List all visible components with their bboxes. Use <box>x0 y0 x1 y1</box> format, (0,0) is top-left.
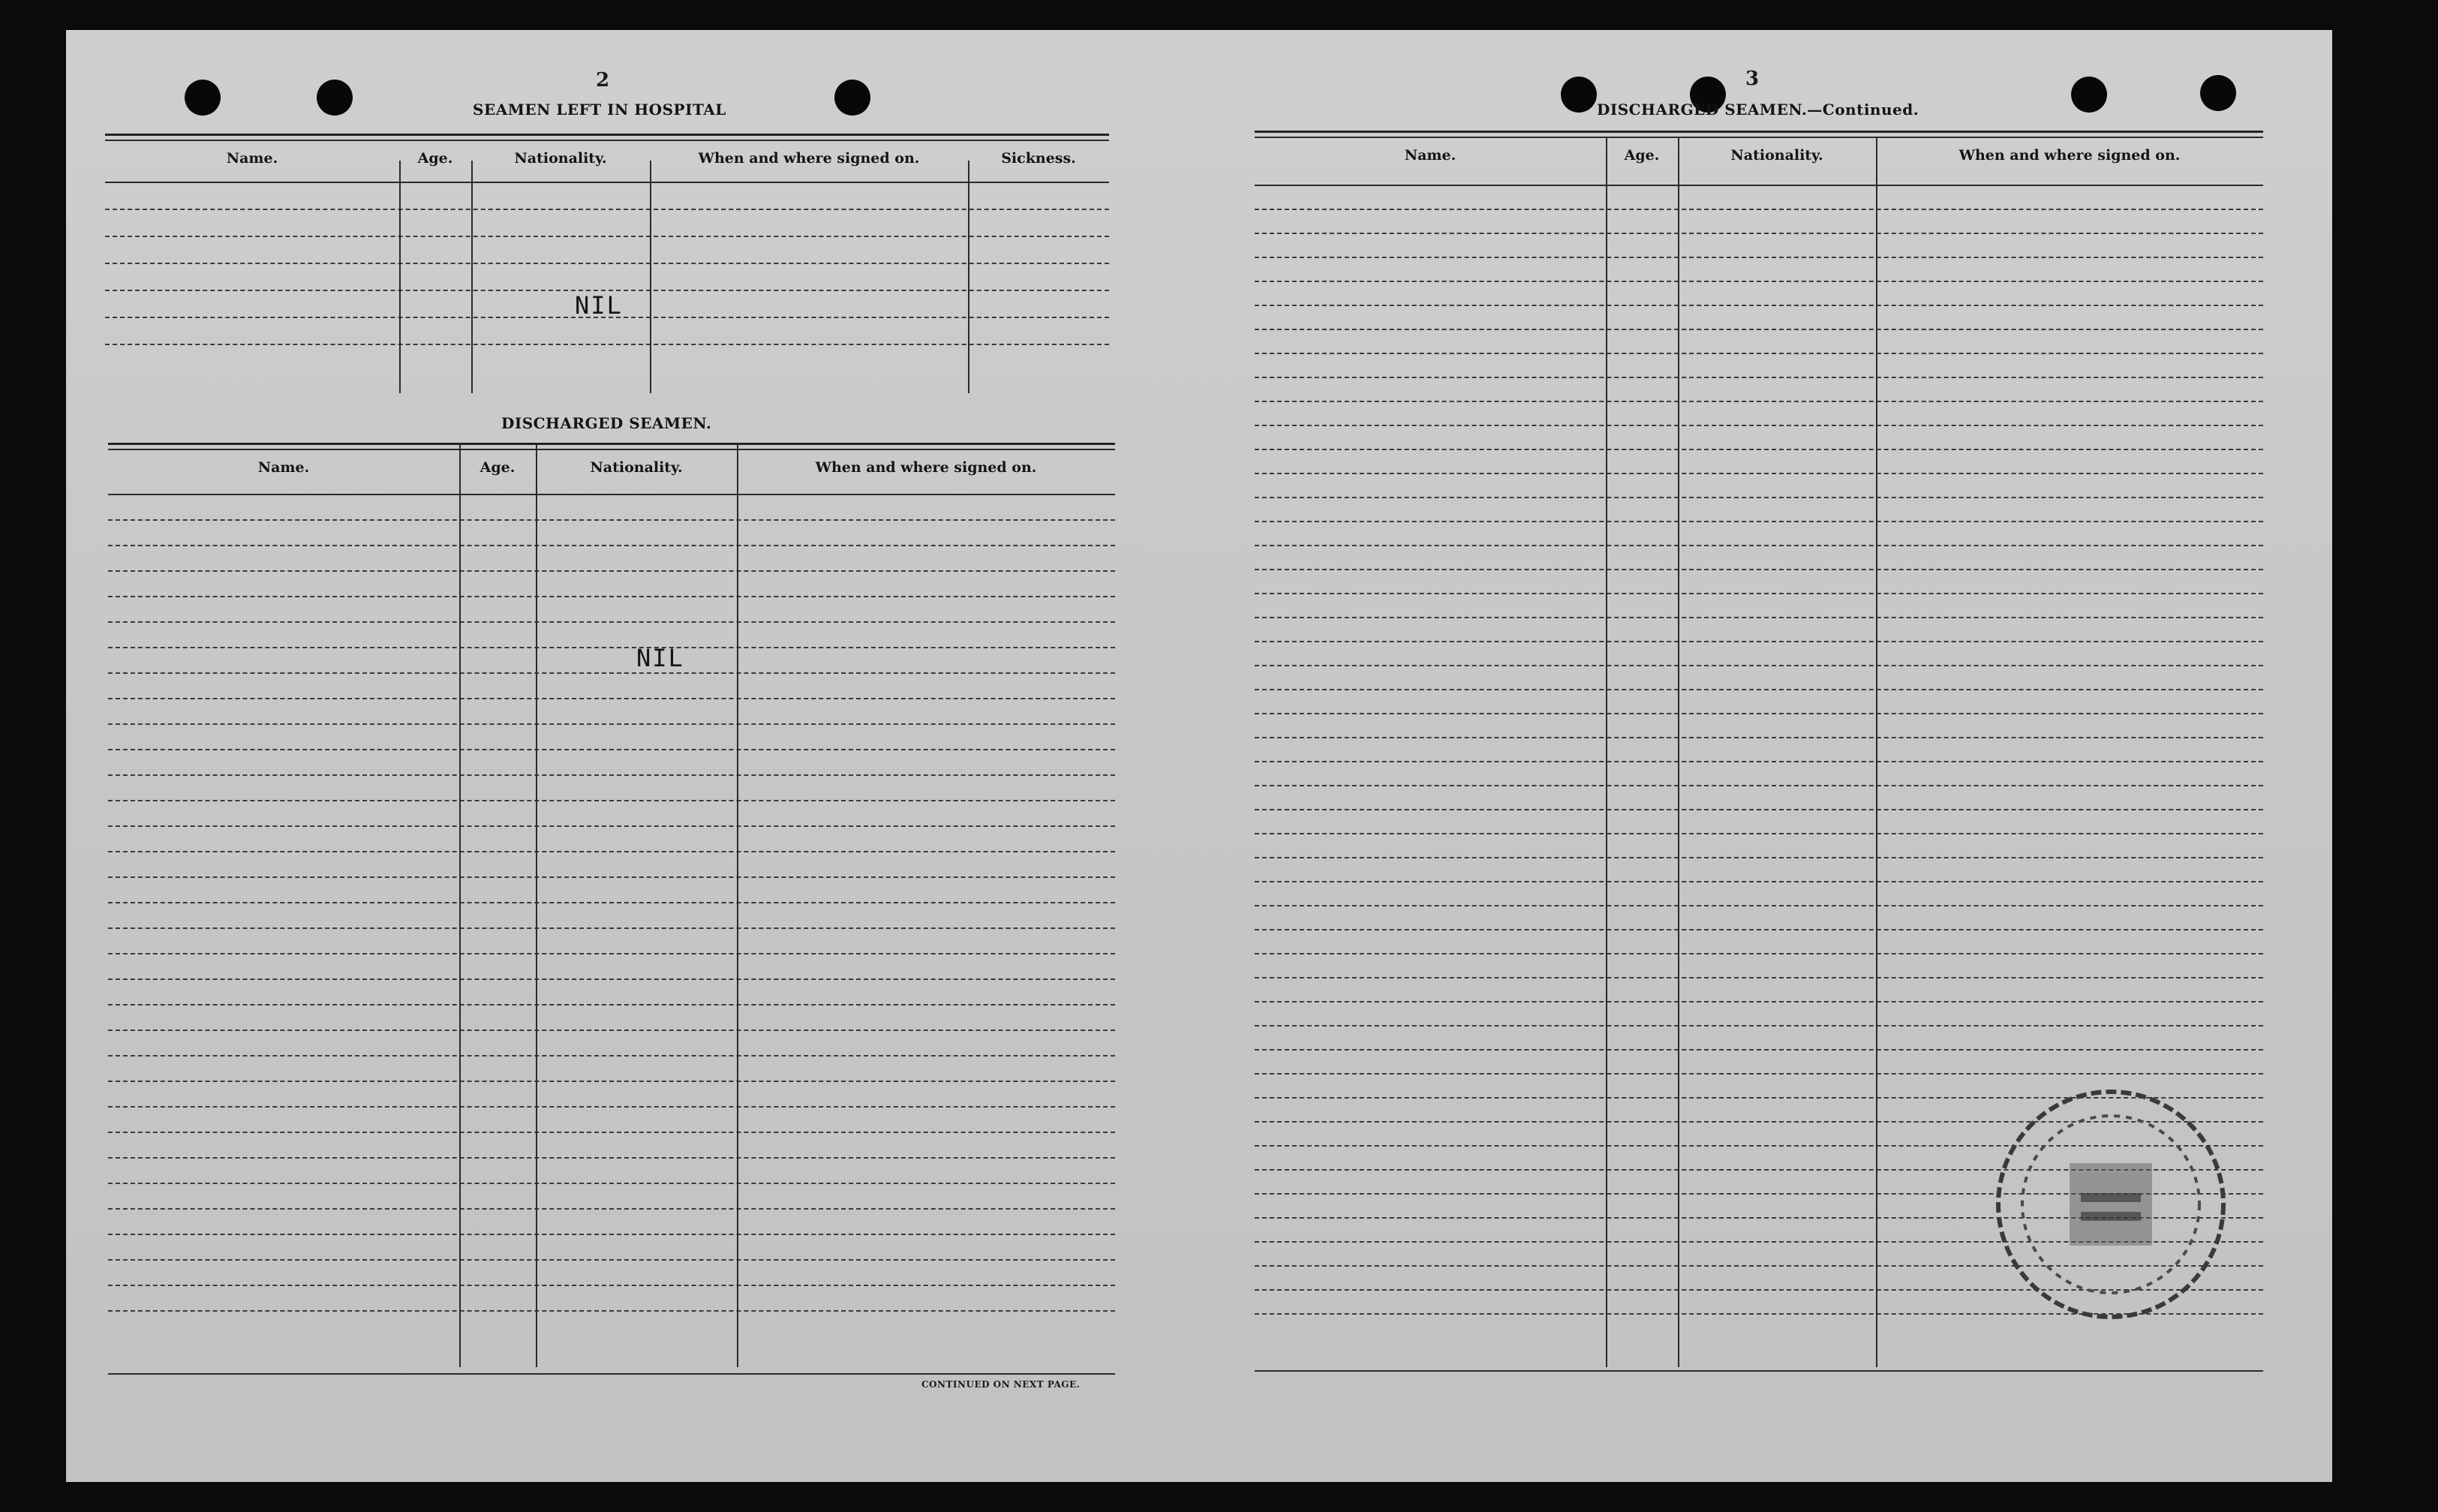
column-header-name: Name. <box>1404 147 1456 164</box>
discharged-nil-entry: NIL <box>636 644 684 672</box>
column-header-signed-on: When and where signed on. <box>1959 147 2181 164</box>
column-header-age: Age. <box>1624 147 1660 164</box>
punch-hole <box>2071 77 2107 113</box>
discharged-table <box>108 443 1115 1373</box>
column-header-name: Name. <box>226 150 278 167</box>
continued-footer: CONTINUED ON NEXT PAGE. <box>921 1379 1081 1390</box>
punch-hole <box>834 80 870 116</box>
page-number-left: 2 <box>596 69 610 92</box>
column-header-age: Age. <box>479 459 516 476</box>
ink-stamp-graphic <box>1987 1081 2235 1328</box>
punch-hole <box>317 80 353 116</box>
column-header-age: Age. <box>417 150 453 167</box>
column-header-signed-on: When and where signed on. <box>815 459 1037 476</box>
hospital-section-title: SEAMEN LEFT IN HOSPITAL <box>473 101 726 119</box>
column-header-nationality: Nationality. <box>590 459 683 476</box>
discharged-continued-title: DISCHARGED SEAMEN.—Continued. <box>1597 101 1919 119</box>
column-header-signed-on: When and where signed on. <box>698 150 920 167</box>
discharged-section-title: DISCHARGED SEAMEN. <box>501 414 712 432</box>
column-header-name: Name. <box>257 459 310 476</box>
ink-stamp <box>1987 1081 2235 1328</box>
punch-hole <box>2200 75 2236 111</box>
column-header-sickness: Sickness. <box>1001 150 1076 167</box>
hospital-nil-entry: NIL <box>575 291 623 320</box>
punch-hole <box>1561 77 1597 113</box>
hospital-table <box>105 134 1109 401</box>
page-number-right: 3 <box>1745 68 1760 90</box>
column-header-nationality: Nationality. <box>514 150 607 167</box>
punch-hole <box>185 80 221 116</box>
column-header-nationality: Nationality. <box>1730 147 1823 164</box>
